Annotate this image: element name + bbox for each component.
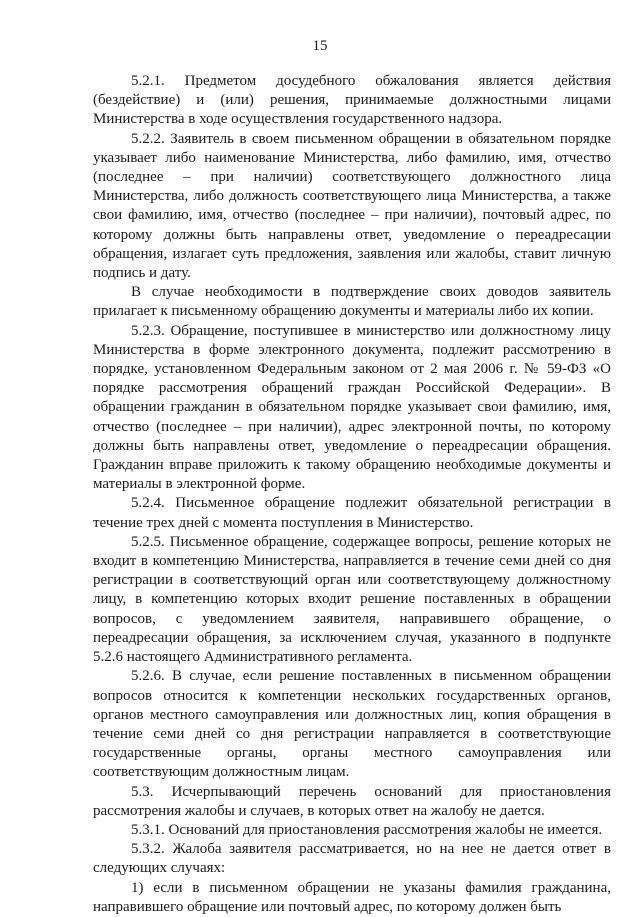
paragraph-5-3-2: 5.3.2. Жалоба заявителя рассматривается, но на нее не дается ответ в следующих случаях:: [93, 841, 611, 877]
paragraph-5-2-6: 5.2.6. В случае, если решение поставленных в письменном обращении вопросов относится к компетенции нескольких государственных органов, органов местного самоуправления или должностных лиц, копия обращения в течение семи дней со дня регистрации направляется в соответствующие государственные органы, органы местного самоуправления или соответствующим должностным лицам.: [93, 668, 611, 781]
paragraph-attachments: В случае необходимости в подтверждение своих доводов заявитель прилагает к письменному обращению документы и материалы либо их копии.: [93, 284, 611, 320]
paragraph-5-2-4: 5.2.4. Письменное обращение подлежит обязательной регистрации в течение трех дней с момента поступления в Министерство.: [93, 495, 611, 531]
paragraph-5-2-3: 5.2.3. Обращение, поступившее в министерство или должностному лицу Министерства в форме электронного документа, подлежит рассмотрению в порядке, установленном Федеральным законом от 2 мая 2006 г. № 59-ФЗ «О порядке рассмотрения обращений граждан Российской Федерации». В обращении гражданин в обязательном порядке указывает свои фамилию, имя, отчество (последнее – при наличии), адрес электронной почты, по которому должны быть направлены ответ, уведомление о переадресации обращения. Гражданин вправе приложить к такому обращению необходимые документы и материалы в электронной форме.: [93, 322, 611, 493]
document-body: [93, 72, 611, 917]
paragraph-5-2-1: 5.2.1. Предметом досудебного обжалования является действия (бездействие) и (или) решения, принимаемые должностными лицами Министерства в ходе осуществления государственного надзора.: [93, 73, 611, 128]
paragraph-5-3: 5.3. Исчерпывающий перечень оснований для приостановления рассмотрения жалобы и случаев, в которых ответ на жалобу не дается.: [93, 783, 611, 819]
paragraph-5-2-2: 5.2.2. Заявитель в своем письменном обращении в обязательном порядке указывает либо наименование Министерства, либо фамилию, имя, отчество (последнее – при наличии) соответствующего должностного лица Министерства, либо должность соответствующего лица Министерства, а также свои фамилию, имя, отчество (последнее – при наличии), почтовый адрес, по которому должны быть направлены ответ, уведомление о переадресации обращения, излагает суть предложения, заявления или жалобы, ставит личную подпись и дату.: [93, 130, 611, 282]
paragraph-5-3-1: 5.3.1. Оснований для приостановления рассмотрения жалобы не имеется.: [131, 821, 603, 838]
paragraph-case-1: 1) если в письменном обращении не указаны фамилия гражданина, направившего обращение или почтовый адрес, по которому должен быть: [93, 879, 611, 915]
paragraph-5-2-5: 5.2.5. Письменное обращение, содержащее вопросы, решение которых не входит в компетенцию Министерства, направляется в течение семи дней со дня регистрации в соответствующий орган или соответствующему должностному лицу, в компетенцию которых входит решение поставленных в обращении вопросов, с уведомлением заявителя, направившего обращение, о переадресации обращения, за исключением случая, указанного в подпункте 5.2.6 настоящего Административного регламента.: [93, 533, 611, 666]
page-number: 15: [312, 38, 328, 54]
